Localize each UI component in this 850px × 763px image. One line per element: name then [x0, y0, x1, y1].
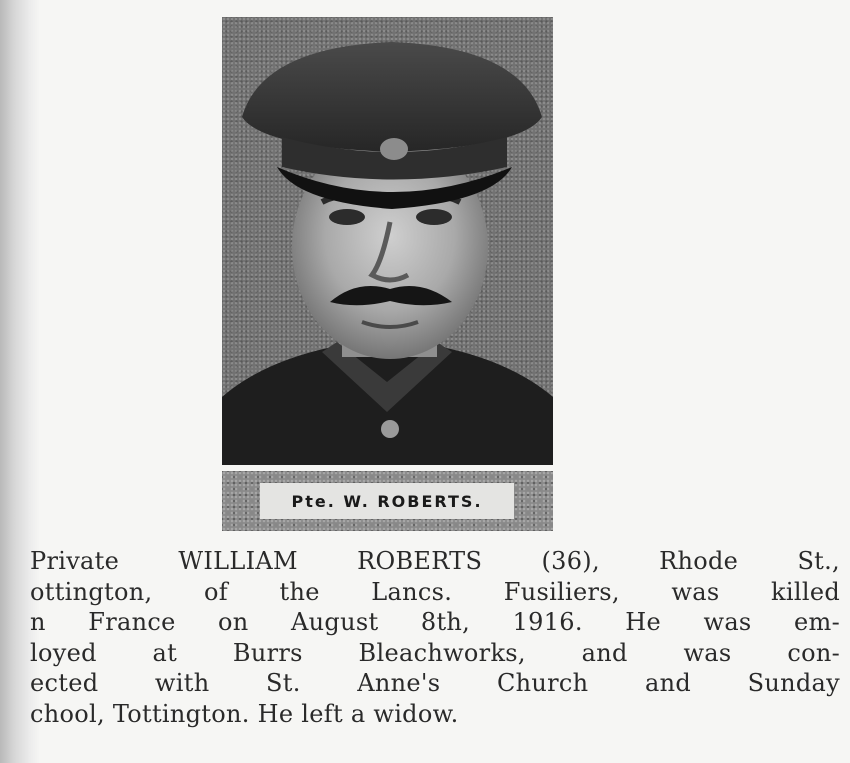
- article-line: Private WILLIAM ROBERTS (36), Rhode St.,: [30, 547, 840, 575]
- article-line: n France on August 8th, 1916. He was em-: [30, 608, 840, 636]
- article-line: loyed at Burrs Bleachworks, and was con-: [30, 638, 840, 667]
- photo-caption-label: Pte. W. ROBERTS.: [291, 491, 483, 511]
- portrait-photo: [222, 17, 553, 465]
- article-line: ected with St. Anne's Church and Sunday: [30, 669, 840, 697]
- soldier-portrait-image: [222, 17, 553, 465]
- photo-caption-box: [260, 483, 514, 519]
- article-line: chool, Tottington. He left a widow.: [30, 699, 459, 728]
- article-line: ottington, of the Lancs. Fusiliers, was killed: [30, 577, 840, 606]
- photo-caption-plate: [222, 471, 553, 531]
- obituary-text: [30, 546, 840, 729]
